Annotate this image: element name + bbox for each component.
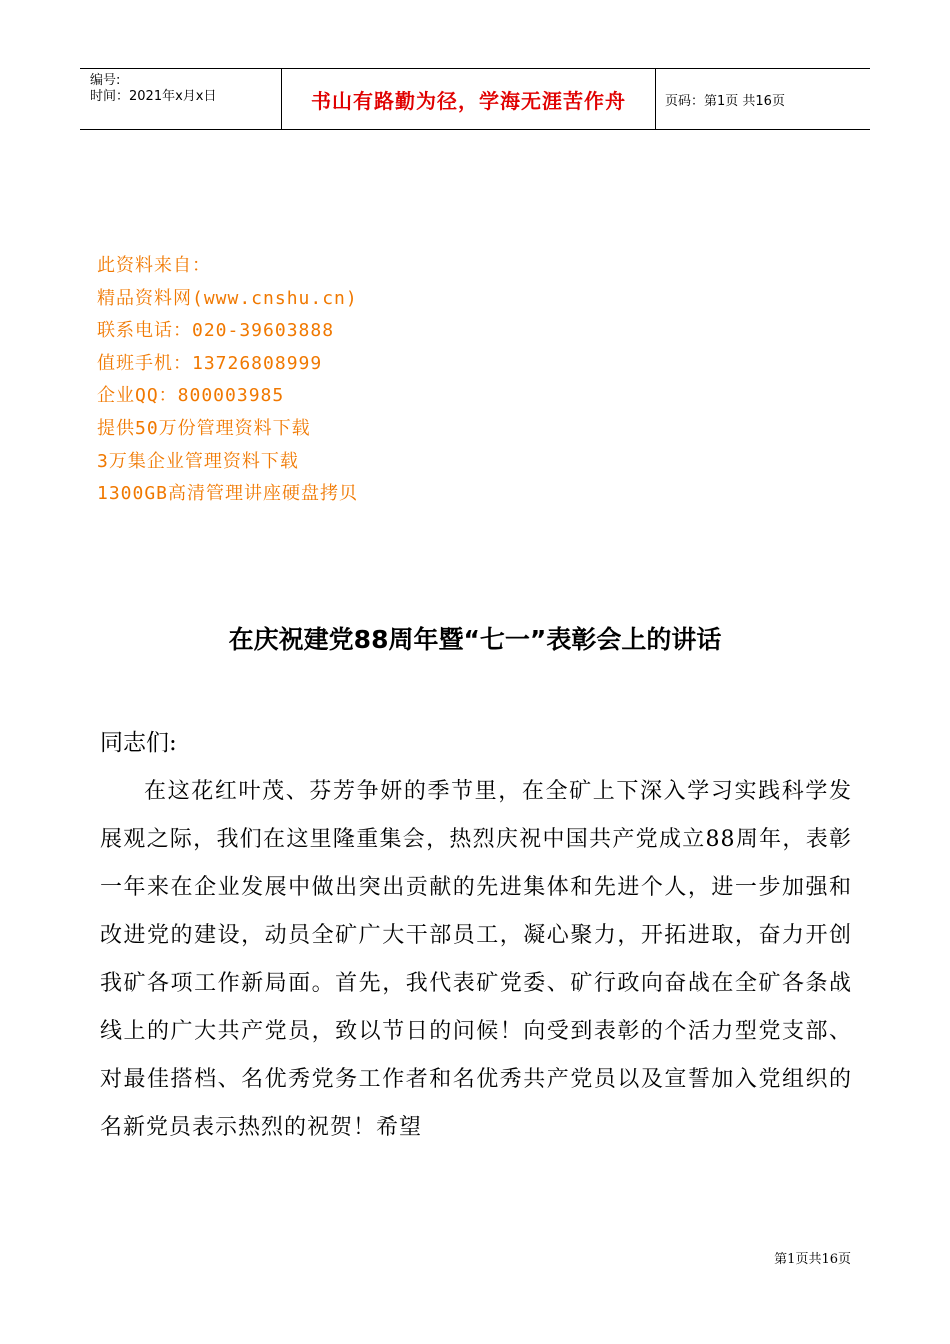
document-number-label: 编号: [90,73,121,88]
header-motto-cell [281,69,656,129]
source-line: 1300GB高清管理讲座硬盘拷贝 [97,483,359,505]
page-header [80,68,870,130]
source-line-mobile: 值班手机：13726808999 [97,352,323,374]
footer-page-number: 第1页共16页 [774,1252,851,1267]
source-line: 此资料来自： [97,255,211,276]
header-page-info: 页码：第1页 共16页 [665,93,785,109]
source-line: 提供50万份管理资料下载 [97,417,311,439]
header-info-cell [80,69,281,129]
document-title: 在庆祝建党88周年暨“七一”表彰会上的讲话 [228,625,722,654]
source-line: 3万集企业管理资料下载 [97,450,299,472]
document-time: 时间：2021年x月x日 [90,89,217,104]
source-line-website: 精品资料网(www.cnshu.cn) [97,287,358,309]
salutation: 同志们: [100,730,177,756]
body-paragraph: 在这花红叶茂、芬芳争妍的季节里，在全矿上下深入学习实践科学发展观之际，我们在这里隆重集会，热烈庆祝中国共产党成立88周年，表彰一年来在企业发展中做出突出贡献的先进集体和先进个人，进一步加强和改进党的建设，动员全矿广大干部员工，凝心聚力，开拓进取，奋力开创我矿各项工作新局面。首先，我代表矿党委、矿行政向奋战在全矿各条战线上的广大共产党员，致以节日的问候！向受到表彰的个活力型党支部、对最佳搭档、名优秀党务工作者和名优秀共产党员以及宣誓加入党组织的名新党员表示热烈的祝贺！希望 [100,779,852,1140]
source-info-block [97,250,358,511]
source-line-qq: 企业QQ：800003985 [97,385,285,407]
source-line-phone: 联系电话：020-39603888 [97,320,335,342]
header-page-cell [655,69,870,129]
header-motto: 书山有路勤为径，学海无涯苦作舟 [311,88,626,113]
